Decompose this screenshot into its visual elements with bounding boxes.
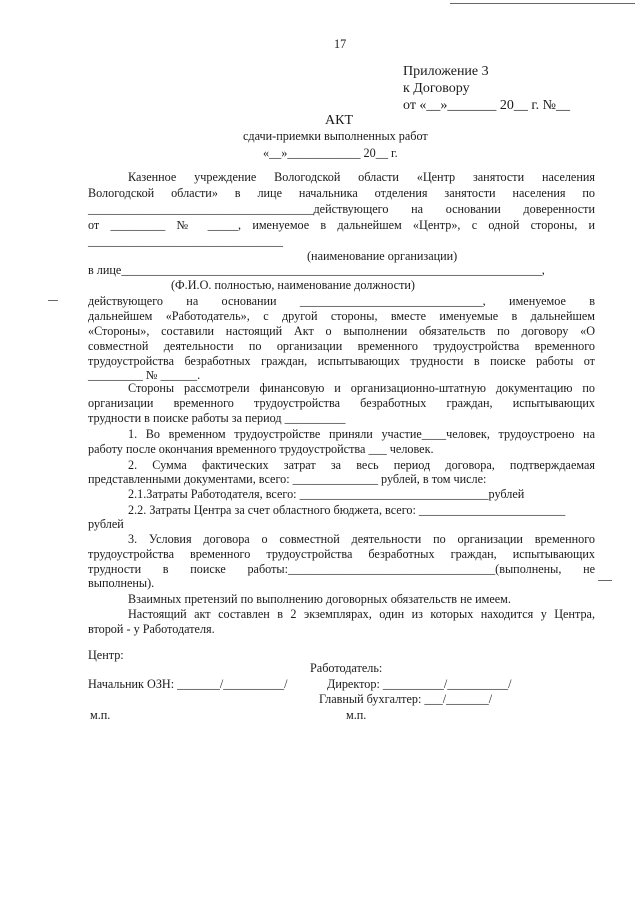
copies-line1: Настоящий акт составлен в 2 экземплярах, один из которых находится у Центра,: [128, 607, 595, 621]
scan-mark-right: [598, 580, 612, 581]
page-number: 17: [334, 37, 347, 51]
item2-line1: 2. Сумма фактических затрат за весь период договора, подтверждаемая: [128, 458, 595, 472]
p2-line3: «Стороны», составили настоящий Акт о выполнении обязательств по договору «О: [88, 324, 595, 338]
appendix-title: Приложение 3: [403, 64, 489, 79]
item2-line2: представленными документами, всего: ______________ рублей, в том числе:: [88, 472, 487, 486]
p1-line5: ________________________________: [88, 234, 283, 248]
stamp-left: м.п.: [90, 708, 111, 722]
p3-line2: организации временного трудоустройства безработных граждан, испытывающих: [88, 396, 595, 410]
accountant-signature: Главный бухгалтер: ___/_______/: [319, 692, 493, 706]
p2-line6: _________ № ______.: [88, 368, 201, 382]
scan-mark-left: [48, 300, 58, 301]
document-date: «__»____________ 20__ г.: [263, 146, 398, 160]
document-subtitle: сдачи-приемки выполненных работ: [243, 129, 428, 143]
in-person-line: в лице_____________________________________________________________________,: [88, 263, 545, 277]
fio-caption: (Ф.И.О. полностью, наименование должности): [171, 278, 415, 292]
p1-line1: Казенное учреждение Вологодской области «Центр занятости населения: [128, 170, 595, 184]
stamp-right: м.п.: [346, 708, 367, 722]
org-caption: (наименование организации): [307, 249, 458, 263]
p2-line5: трудоустройства безработных граждан, испытывающих трудности в поиске работы от: [88, 354, 595, 368]
item1-line1: 1. Во временном трудоустройстве приняли участие____человек, трудоустроено на: [128, 427, 595, 441]
item22-line1: 2.2. Затраты Центра за счет областного бюджета, всего: ________________________: [128, 503, 566, 517]
p1-line2: Вологодской области» в лице начальника отделения занятости населения по: [88, 186, 595, 200]
employer-label: Работодатель:: [310, 661, 383, 675]
item22-line2: рублей: [88, 517, 124, 531]
item1-line2: работу после окончания временного трудоустройства ___ человек.: [88, 442, 434, 456]
scan-mark-top: [450, 3, 635, 4]
claims-line: Взаимных претензий по выполнению договорных обязательств не имеем.: [128, 592, 511, 606]
center-label: Центр:: [88, 648, 124, 662]
p2-line1: действующего на основании ______________________________, именуемое в: [88, 294, 595, 308]
copies-line2: второй - у Работодателя.: [88, 622, 215, 636]
appendix-date: от «__»_______ 20__ г. №__: [403, 98, 570, 113]
document-title: АКТ: [325, 113, 353, 128]
item3-line4: выполнены).: [88, 576, 155, 590]
p2-line2: дальнейшем «Работодатель», с другой стороны, вместе именуемые в дальнейшем: [88, 309, 595, 323]
item3-line3: трудности в поиске работы:__________________________________(выполнены, не: [88, 562, 595, 576]
item21-line: 2.1.Затраты Работодателя, всего: _______________________________рублей: [128, 487, 525, 501]
p2-line4: совместной деятельности по организации временного трудоустройства временного: [88, 339, 595, 353]
p1-line3: _____________________________________действующего на основании доверенности: [88, 202, 595, 216]
item3-line1: 3. Условия договора о совместной деятельности по организации временного: [128, 532, 595, 546]
p1-line4: от _________ № _____, именуемое в дальнейшем «Центр», с одной стороны, и: [88, 218, 595, 232]
item3-line2: трудоустройства временного трудоустройства безработных граждан, испытывающих: [88, 547, 595, 561]
appendix-contract: к Договору: [403, 81, 470, 96]
p3-line3: трудности в поиске работы за период __________: [88, 411, 346, 425]
director-signature: Директор: __________/__________/: [327, 677, 512, 691]
p3-line1: Стороны рассмотрели финансовую и организационно-штатную документацию по: [128, 381, 595, 395]
ozn-head-signature: Начальник ОЗН: _______/__________/: [88, 677, 288, 691]
